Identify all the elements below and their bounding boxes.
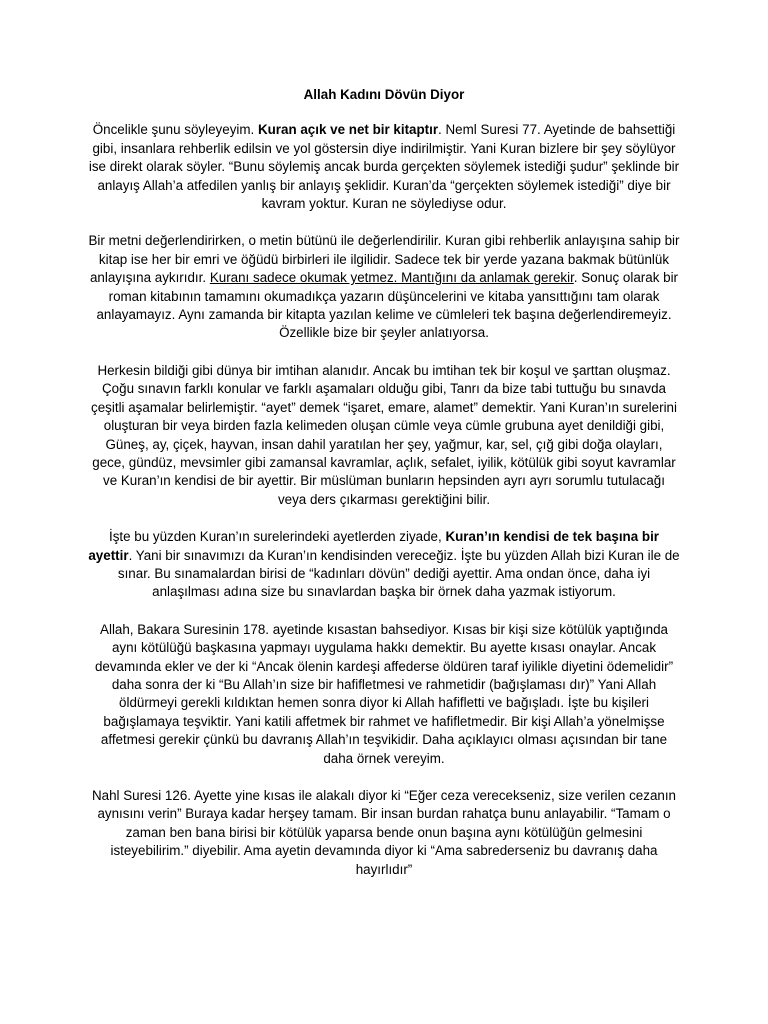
text-run: Bir metni değerlendirirken, o metin bütünü ile değerlendirilir. Kuran gibi rehberlik anlayışına sahip bir kitap ise her bir emri ve öğüdü birbirleri ile ilgilidir. Sadece tek bir yerde yazana bakmak bütünlük anlayışına aykırıdır. <box>88 233 680 286</box>
bold-text-run: Kuran açık ve net bir kitaptır <box>257 122 439 138</box>
text-run: Herkesin bildiği gibi dünya bir imtihan alanıdır. Ancak bu imtihan tek bir koşul ve şarttan oluşmaz. Çoğu sınavın farklı konular ve farklı aşamaları olduğu gibi, Tanrı da bize tabi tuttuğu bu sınavda çeşitli aşamalar belirlemiştir. “ayet” demek “işaret, emare, alamet” demektir. Yani Kuran’ın surelerini oluşturan bir veya birden fazla kelimeden oluşan cümle veya cümle grubuna ayet denildiği gibi, Güneş, ay, çiçek, hayvan, insan dahil yaratılan her şey, yağmur, kar, sel, çığ gibi doğa olayları, gece, gündüz, mevsimler gibi zamansal kavramlar, açlık, sefalet, iyilik, kötülük gibi soyut kavramlar ve Kuran’ın kendisi de bir ayettir. Bir müslüman bunların hepsinden ayrı ayrı sorumlu tutulacağı veya ders çıkarması gerektiğini bilir. <box>91 362 677 507</box>
paragraph-1 <box>88 121 680 213</box>
underlined-text-run: Kuranı sadece okumak yetmez. Mantığını da anlamak gerekir <box>209 270 574 286</box>
paragraph-4 <box>88 528 680 602</box>
paragraph-5 <box>88 621 680 768</box>
document-title: Allah Kadını Dövün Diyor <box>303 87 465 102</box>
text-run: İşte bu yüzden Kuran’ın surelerindeki ayetlerden ziyade, <box>108 529 446 545</box>
bold-text-run: Kuran’ın kendisi de tek başına bir ayettir <box>88 529 660 563</box>
text-run: . Yani bir sınavımızı da Kuran’ın kendisinden vereceğiz. İşte bu yüzden Allah bizi Kuran ile de sınar. Bu sınamalardan birisi de “kadınları dövün” dediği ayettir. Ama ondan önce, daha iyi anlaşılması adına size bu sınavlardan başka bir örnek daha yazmak istiyorum. <box>117 547 680 600</box>
paragraph-2 <box>88 232 680 342</box>
text-run: Allah, Bakara Suresinin 178. ayetinde kısastan bahsediyor. Kısas bir kişi size kötülük yaptığında aynı kötülüğü başkasına yapmayı uygulama hakkı demektir. Bu ayette kısası onaylar. Ancak devamında ekler ve der ki “Ancak ölenin kardeşi affederse öldüren taraf iyilikle diyetini ödemelidir” daha sonra der ki “Bu Allah’ın size bir hafifletmesi ve rahmetidir (bağışlaması dır)” Yani Allah öldürmeyi gerekli kıldıktan hemen sonra diyor ki Allah hafifletti ve bağışladı. İşte bu kişileri bağışlamaya teşviktir. Yani katili affetmek bir rahmet ve hafifletmedir. Bir kişi Allah’a yönelmişse affetmesi gerekir çünkü bu davranış Allah’ın teşvikidir. Daha açıklayıcı olması açısından bir tane daha örnek vereyim. <box>94 621 674 766</box>
text-run: Nahl Suresi 126. Ayette yine kısas ile alakalı diyor ki “Eğer ceza verecekseniz, size verilen cezanın aynısını verin” Buraya kadar herşey tamam. Bir insan burdan rahatça bunu anlayabilir. “Tamam o zaman ben bana birisi bir kötülük yaparsa bende onun başına aynı kötülüğün gelmesini isteyebilirim.” diyebilir. Ama ayetin devamında diyor ki “Ama sabrederseniz bu davranış daha hayırlıdır” <box>91 788 676 877</box>
text-run: . Sonuç olarak bir roman kitabının tamamını okumadıkça yazarın düşüncelerini ve kitaba yansıttığını tam olarak anlayamayız. Aynı zamanda bir kitapta yazılan kelime ve cümleleri tek başına değerlendiremeyiz. Özellikle bize bir şeyler anlatıyorsa. <box>96 270 678 341</box>
text-run: Öncelikle şunu söyleyeyim. <box>92 122 258 138</box>
document-page <box>88 80 680 898</box>
paragraph-6 <box>88 787 680 879</box>
paragraph-3 <box>88 362 680 509</box>
text-run: . Neml Suresi 77. Ayetinde de bahsettiği gibi, insanlara rehberlik edilsin ve yol göstersin diye indirilmiştir. Yani Kuran bizlere bir şey söylüyor ise direkt olarak söyler. “Bunu söylemiş ancak burda gerçekten söylemek istediği şudur” şeklinde bir anlayış Allah’a atfedilen yanlış bir anlayış şeklidir. Kuran’da “gerçekten söylemek istediği” diye bir kavram yoktur. Kuran ne söylediyse odur. <box>88 122 680 212</box>
